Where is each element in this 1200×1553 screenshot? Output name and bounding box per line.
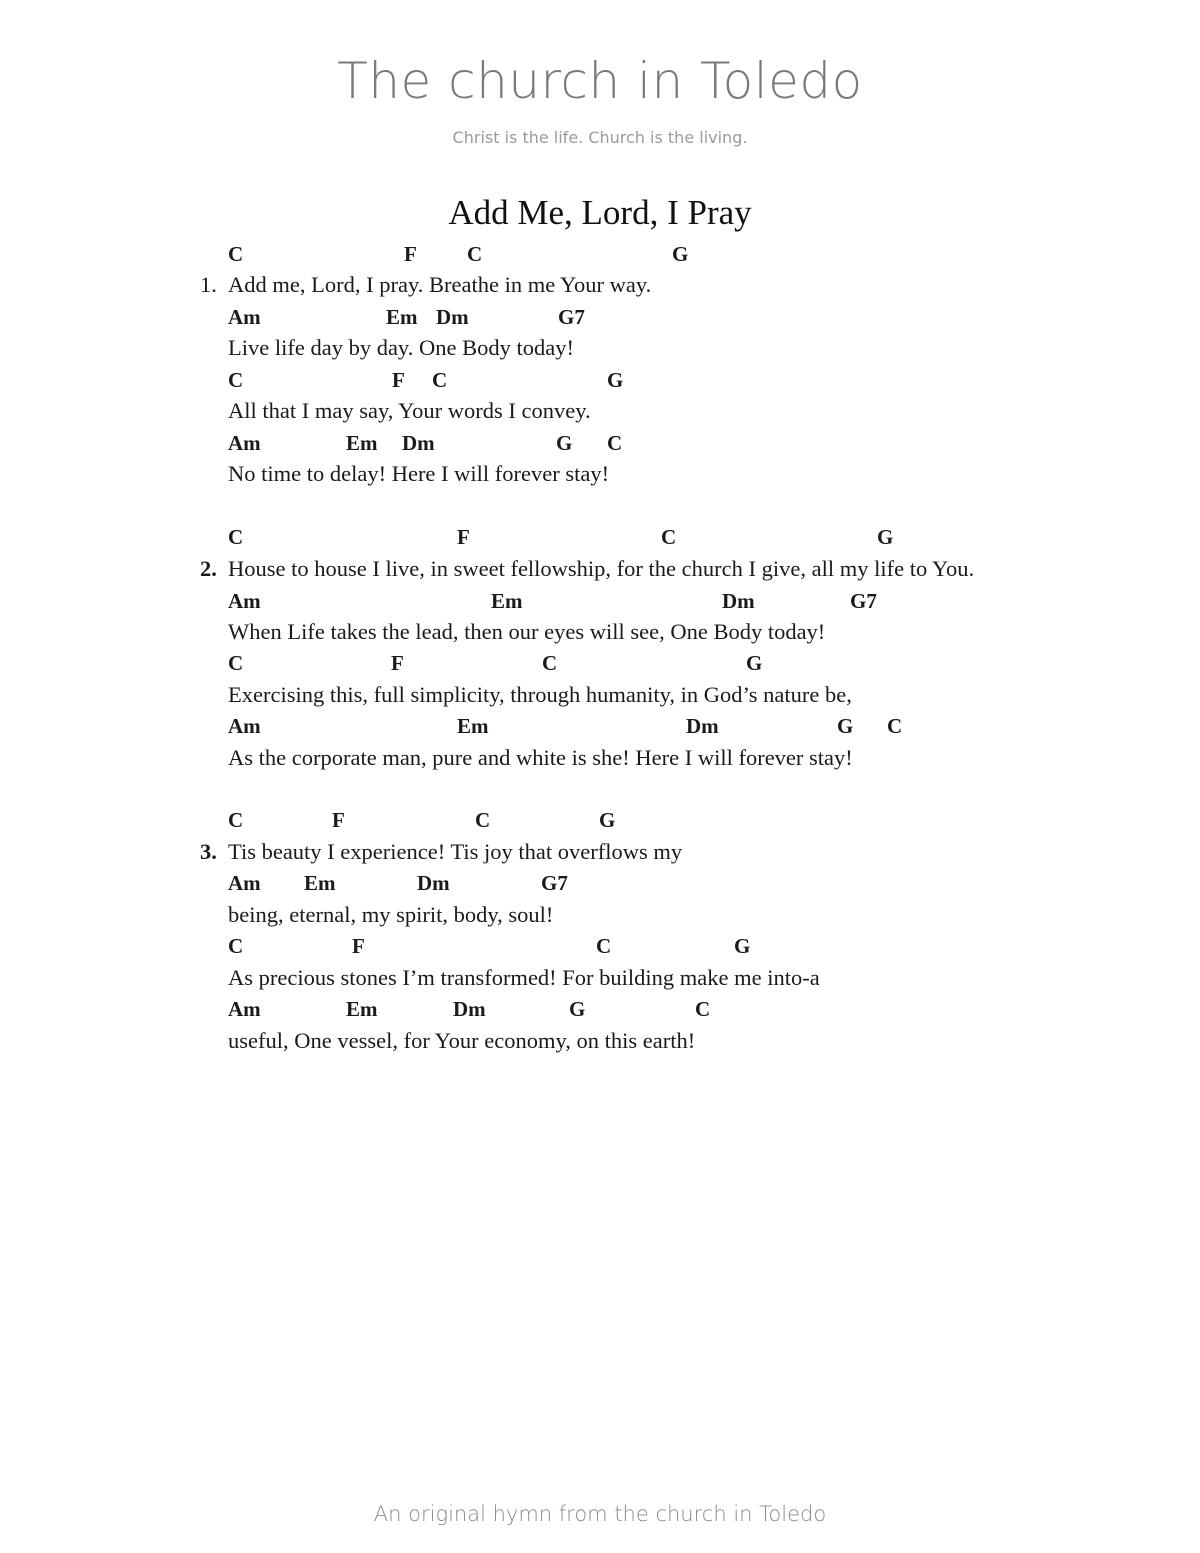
chord: Dm (453, 997, 486, 1021)
lyric-line: As precious stones I’m transformed! For building make me into-a (228, 965, 820, 990)
chord: F (404, 242, 417, 266)
lyric-line: Live life day by day. One Body today! (228, 335, 574, 360)
lyric-line: All that I may say, Your words I convey. (228, 398, 591, 423)
chord: Dm (722, 589, 755, 613)
chord: Am (228, 305, 261, 329)
chord: C (607, 431, 623, 455)
chord: C (228, 808, 244, 832)
verse-number: 3. (200, 839, 217, 864)
chord: G (569, 997, 586, 1021)
chord: C (432, 368, 448, 392)
chord: Em (346, 431, 378, 455)
verse-number: 2. (200, 556, 217, 581)
chord: Am (228, 997, 261, 1021)
chord: Em (491, 589, 523, 613)
chord: Em (457, 714, 489, 738)
chord: F (457, 525, 470, 549)
chord: C (467, 242, 483, 266)
chord: F (352, 934, 365, 958)
chord: Em (386, 305, 418, 329)
chord: C (228, 242, 244, 266)
chord: G (734, 934, 751, 958)
verse-number: 1. (200, 272, 217, 297)
lyric-line: When Life takes the lead, then our eyes will see, One Body today! (228, 619, 826, 644)
chord: Am (228, 431, 261, 455)
chord: C (887, 714, 903, 738)
chord: Am (228, 714, 261, 738)
lyric-line: Add me, Lord, I pray. Breathe in me Your way. (228, 272, 652, 297)
chord: G (837, 714, 854, 738)
chord: Dm (402, 431, 435, 455)
chord: G7 (558, 305, 585, 329)
chord: C (596, 934, 612, 958)
chord: G (556, 431, 573, 455)
chord: C (695, 997, 711, 1021)
page-header-title: The church in Toledo (337, 52, 863, 110)
chord: F (391, 651, 404, 675)
chord: Dm (417, 871, 450, 895)
chord: G (607, 368, 624, 392)
chord: G (877, 525, 894, 549)
page-header-tagline: Christ is the life. Church is the living. (452, 128, 748, 147)
chord: F (332, 808, 345, 832)
chord: C (228, 934, 244, 958)
chord: C (228, 368, 244, 392)
chord: G (746, 651, 763, 675)
lyric-line: being, eternal, my spirit, body, soul! (228, 902, 554, 927)
chord: Am (228, 589, 261, 613)
lyric-line: useful, One vessel, for Your economy, on this earth! (228, 1028, 696, 1053)
page-footer: An original hymn from the church in Toledo (373, 1502, 827, 1526)
chord: Dm (436, 305, 469, 329)
chord: C (542, 651, 558, 675)
chord: G7 (850, 589, 877, 613)
chord: G (599, 808, 616, 832)
chord: F (392, 368, 405, 392)
chord: C (475, 808, 491, 832)
chord: G (672, 242, 689, 266)
chord: G7 (541, 871, 568, 895)
lyric-line: Tis beauty I experience! Tis joy that overflows my (228, 839, 683, 864)
lyric-line: As the corporate man, pure and white is she! Here I will forever stay! (228, 745, 853, 770)
chord: Em (304, 871, 336, 895)
chord: Am (228, 871, 261, 895)
chord: C (228, 651, 244, 675)
chord: Dm (686, 714, 719, 738)
chord: C (661, 525, 677, 549)
lyric-line: Exercising this, full simplicity, through humanity, in God’s nature be, (228, 682, 852, 707)
chord: C (228, 525, 244, 549)
song-title: Add Me, Lord, I Pray (448, 193, 752, 232)
chord: Em (346, 997, 378, 1021)
lyric-line: House to house I live, in sweet fellowship, for the church I give, all my life to You. (228, 556, 975, 581)
lyric-line: No time to delay! Here I will forever stay! (228, 461, 610, 486)
